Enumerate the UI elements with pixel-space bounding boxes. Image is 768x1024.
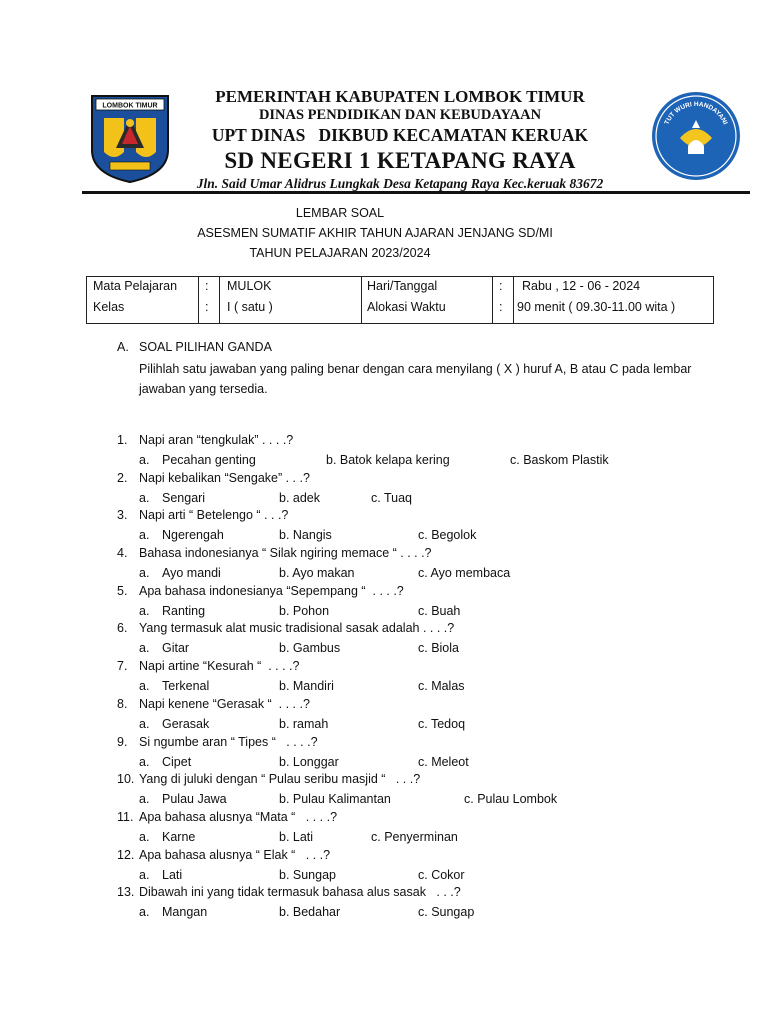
option-a-letter: a. — [139, 754, 150, 769]
section-title: SOAL PILIHAN GANDA — [139, 340, 272, 354]
option-b: b. Lati — [279, 829, 314, 844]
option-a-letter: a. — [139, 453, 150, 467]
option-a: Lati — [162, 867, 183, 882]
kelas-label: Kelas — [93, 300, 125, 314]
option-a-letter: a. — [139, 641, 150, 656]
svg-text:LOMBOK TIMUR: LOMBOK TIMUR — [102, 102, 158, 110]
option-b: b. Bedahar — [279, 905, 341, 920]
question-item — [0, 810, 768, 848]
question-item — [0, 659, 768, 697]
question-number: 4. — [117, 546, 128, 561]
question-text: Apa bahasa alusnya “ Elak “ . . .? — [139, 847, 331, 862]
option-a-letter: a. — [139, 905, 150, 920]
alokasi-value: 90 menit ( 09.30-11.00 wita ) — [517, 300, 676, 314]
option-c: c. Tuaq — [371, 490, 412, 505]
question-number: 1. — [117, 433, 128, 447]
option-c: c. Malas — [418, 679, 465, 694]
question-number: 13. — [117, 885, 135, 900]
tut-wuri-handayani-logo — [650, 90, 742, 182]
question-item — [0, 772, 768, 810]
question-text: Napi arti “ Betelengo “ . . .? — [139, 508, 289, 523]
mapel-colon: : — [205, 279, 209, 293]
option-a: Ngerengah — [162, 528, 224, 543]
question-number: 7. — [117, 659, 128, 674]
question-text: Yang termasuk alat music tradisional sasak adalah . . . .? — [139, 621, 455, 636]
letterhead — [170, 86, 630, 193]
table-divider — [492, 277, 493, 323]
option-c: c. Tedoq — [418, 716, 466, 731]
option-c: c. Begolok — [418, 528, 477, 543]
option-b: b. Batok kelapa kering — [326, 453, 450, 467]
table-divider — [361, 277, 362, 323]
question-number: 3. — [117, 508, 128, 523]
option-a-letter: a. — [139, 528, 150, 543]
option-a: Gerasak — [162, 716, 210, 731]
alokasi-colon: : — [499, 300, 503, 314]
table-divider — [513, 277, 514, 323]
letterhead-government: PEMERINTAH KABUPATEN LOMBOK TIMUR — [215, 87, 585, 106]
option-a-letter: a. — [139, 566, 150, 581]
question-item — [0, 848, 768, 886]
option-c: c. Penyerminan — [371, 829, 458, 844]
question-list — [0, 433, 768, 923]
option-b: b. Longgar — [279, 754, 339, 769]
option-a: Mangan — [162, 905, 208, 920]
question-text: Apa bahasa indonesianya “Sepempang “ . . . .? — [139, 583, 404, 598]
question-number: 11. — [117, 809, 134, 824]
option-b: b. Ayo makan — [279, 566, 355, 581]
mapel-label: Mata Pelajaran — [93, 279, 178, 293]
option-a: Ranting — [162, 603, 206, 618]
option-c: c. Pulau Lombok — [464, 792, 558, 807]
exam-info-table — [86, 276, 714, 324]
question-item — [0, 471, 768, 509]
question-item — [0, 735, 768, 773]
option-a-letter: a. — [139, 716, 150, 731]
option-b: b. Pohon — [279, 603, 330, 618]
question-text: Napi aran “tengkulak” . . . .? — [139, 433, 294, 447]
letterhead-address: Jln. Said Umar Alidrus Lungkak Desa Ketapang Raya Kec.keruak 83672 — [196, 176, 604, 191]
option-a-letter: a. — [139, 867, 150, 882]
option-b: b. ramah — [279, 716, 329, 731]
question-item — [0, 584, 768, 622]
document-titles — [80, 203, 680, 263]
letterhead-divider — [82, 191, 750, 194]
option-b: b. Nangis — [279, 528, 332, 543]
question-item — [0, 621, 768, 659]
option-a: Karne — [162, 829, 196, 844]
alokasi-label: Alokasi Waktu — [367, 300, 446, 314]
option-a: Ayo mandi — [162, 566, 221, 581]
option-c: c. Cokor — [418, 867, 465, 882]
question-text: Apa bahasa alusnya “Mata “ . . . .? — [139, 809, 338, 824]
option-a-letter: a. — [139, 490, 150, 505]
hari-value: Rabu , 12 - 06 - 2024 — [522, 279, 641, 293]
lombok-timur-logo — [90, 92, 170, 184]
option-c: c. Baskom Plastik — [510, 453, 609, 467]
hari-label: Hari/Tanggal — [367, 279, 438, 293]
option-c: c. Buah — [418, 603, 461, 618]
question-text: Napi artine “Kesurah “ . . . .? — [139, 659, 300, 674]
question-number: 12. — [117, 847, 135, 862]
title-asesmen: ASESMEN SUMATIF AKHIR TAHUN AJARAN JENJANG SD/MI — [197, 226, 553, 240]
letterhead-upt: UPT DINAS DIKBUD KECAMATAN KERUAK — [211, 125, 589, 145]
question-number: 5. — [117, 583, 128, 598]
question-number: 10. — [117, 772, 135, 787]
question-item — [0, 885, 768, 923]
question-item — [0, 546, 768, 584]
letterhead-school-name: SD NEGERI 1 KETAPANG RAYA — [224, 148, 576, 173]
option-b: b. Gambus — [279, 641, 341, 656]
option-a: Sengari — [162, 490, 206, 505]
option-b: b. adek — [279, 490, 321, 505]
option-a-letter: a. — [139, 679, 150, 694]
option-b: b. Mandiri — [279, 679, 334, 694]
question-item — [0, 433, 768, 471]
option-c: c. Ayo membaca — [418, 566, 511, 581]
option-c: c. Biola — [418, 641, 459, 656]
option-a-letter: a. — [139, 829, 150, 844]
table-divider — [198, 277, 199, 323]
option-a: Pecahan genting — [162, 453, 256, 467]
question-number: 2. — [117, 470, 128, 485]
question-text: Napi kebalikan “Sengake” . . .? — [139, 470, 310, 485]
question-text: Yang di juluki dengan “ Pulau seribu masjid “ . . .? — [139, 772, 421, 787]
question-text: Si ngumbe aran “ Tipes “ . . . .? — [139, 734, 318, 749]
option-a-letter: a. — [139, 603, 150, 618]
section-letter: A. — [117, 340, 129, 354]
question-number: 8. — [117, 696, 128, 711]
question-item — [0, 697, 768, 735]
option-c: c. Meleot — [418, 754, 469, 769]
kelas-colon: : — [205, 300, 209, 314]
option-b: b. Pulau Kalimantan — [279, 792, 391, 807]
table-divider — [219, 277, 220, 323]
option-a: Pulau Jawa — [162, 792, 227, 807]
option-a: Cipet — [162, 754, 192, 769]
title-tahun-pelajaran: TAHUN PELAJARAN 2023/2024 — [249, 246, 431, 260]
title-lembar-soal: LEMBAR SOAL — [295, 206, 385, 220]
svg-text:TUT WURI HANDAYANI: TUT WURI HANDAYANI — [663, 100, 729, 126]
option-a: Gitar — [162, 641, 190, 656]
question-number: 6. — [117, 621, 128, 636]
kelas-value: I ( satu ) — [227, 300, 273, 314]
option-a: Terkenal — [162, 679, 210, 694]
hari-colon: : — [499, 279, 503, 293]
letterhead-agency: DINAS PENDIDIKAN DAN KEBUDAYAAN — [258, 107, 542, 123]
question-number: 9. — [117, 734, 128, 749]
section-heading — [117, 340, 272, 354]
mapel-value: MULOK — [227, 279, 272, 293]
question-text: Bahasa indonesianya “ Silak ngiring memace “ . . . .? — [139, 546, 432, 561]
option-b: b. Sungap — [279, 867, 336, 882]
question-text: Napi kenene “Gerasak “ . . . .? — [139, 696, 310, 711]
question-item — [0, 508, 768, 546]
question-text: Dibawah ini yang tidak termasuk bahasa alus sasak . . .? — [139, 885, 461, 900]
option-c: c. Sungap — [418, 905, 475, 920]
section-instruction: Pilihlah satu jawaban yang paling benar dengan cara menyilang ( X ) huruf A, B atau C pada lembar jawaban yang tersedia. — [139, 362, 692, 396]
option-a-letter: a. — [139, 792, 150, 807]
